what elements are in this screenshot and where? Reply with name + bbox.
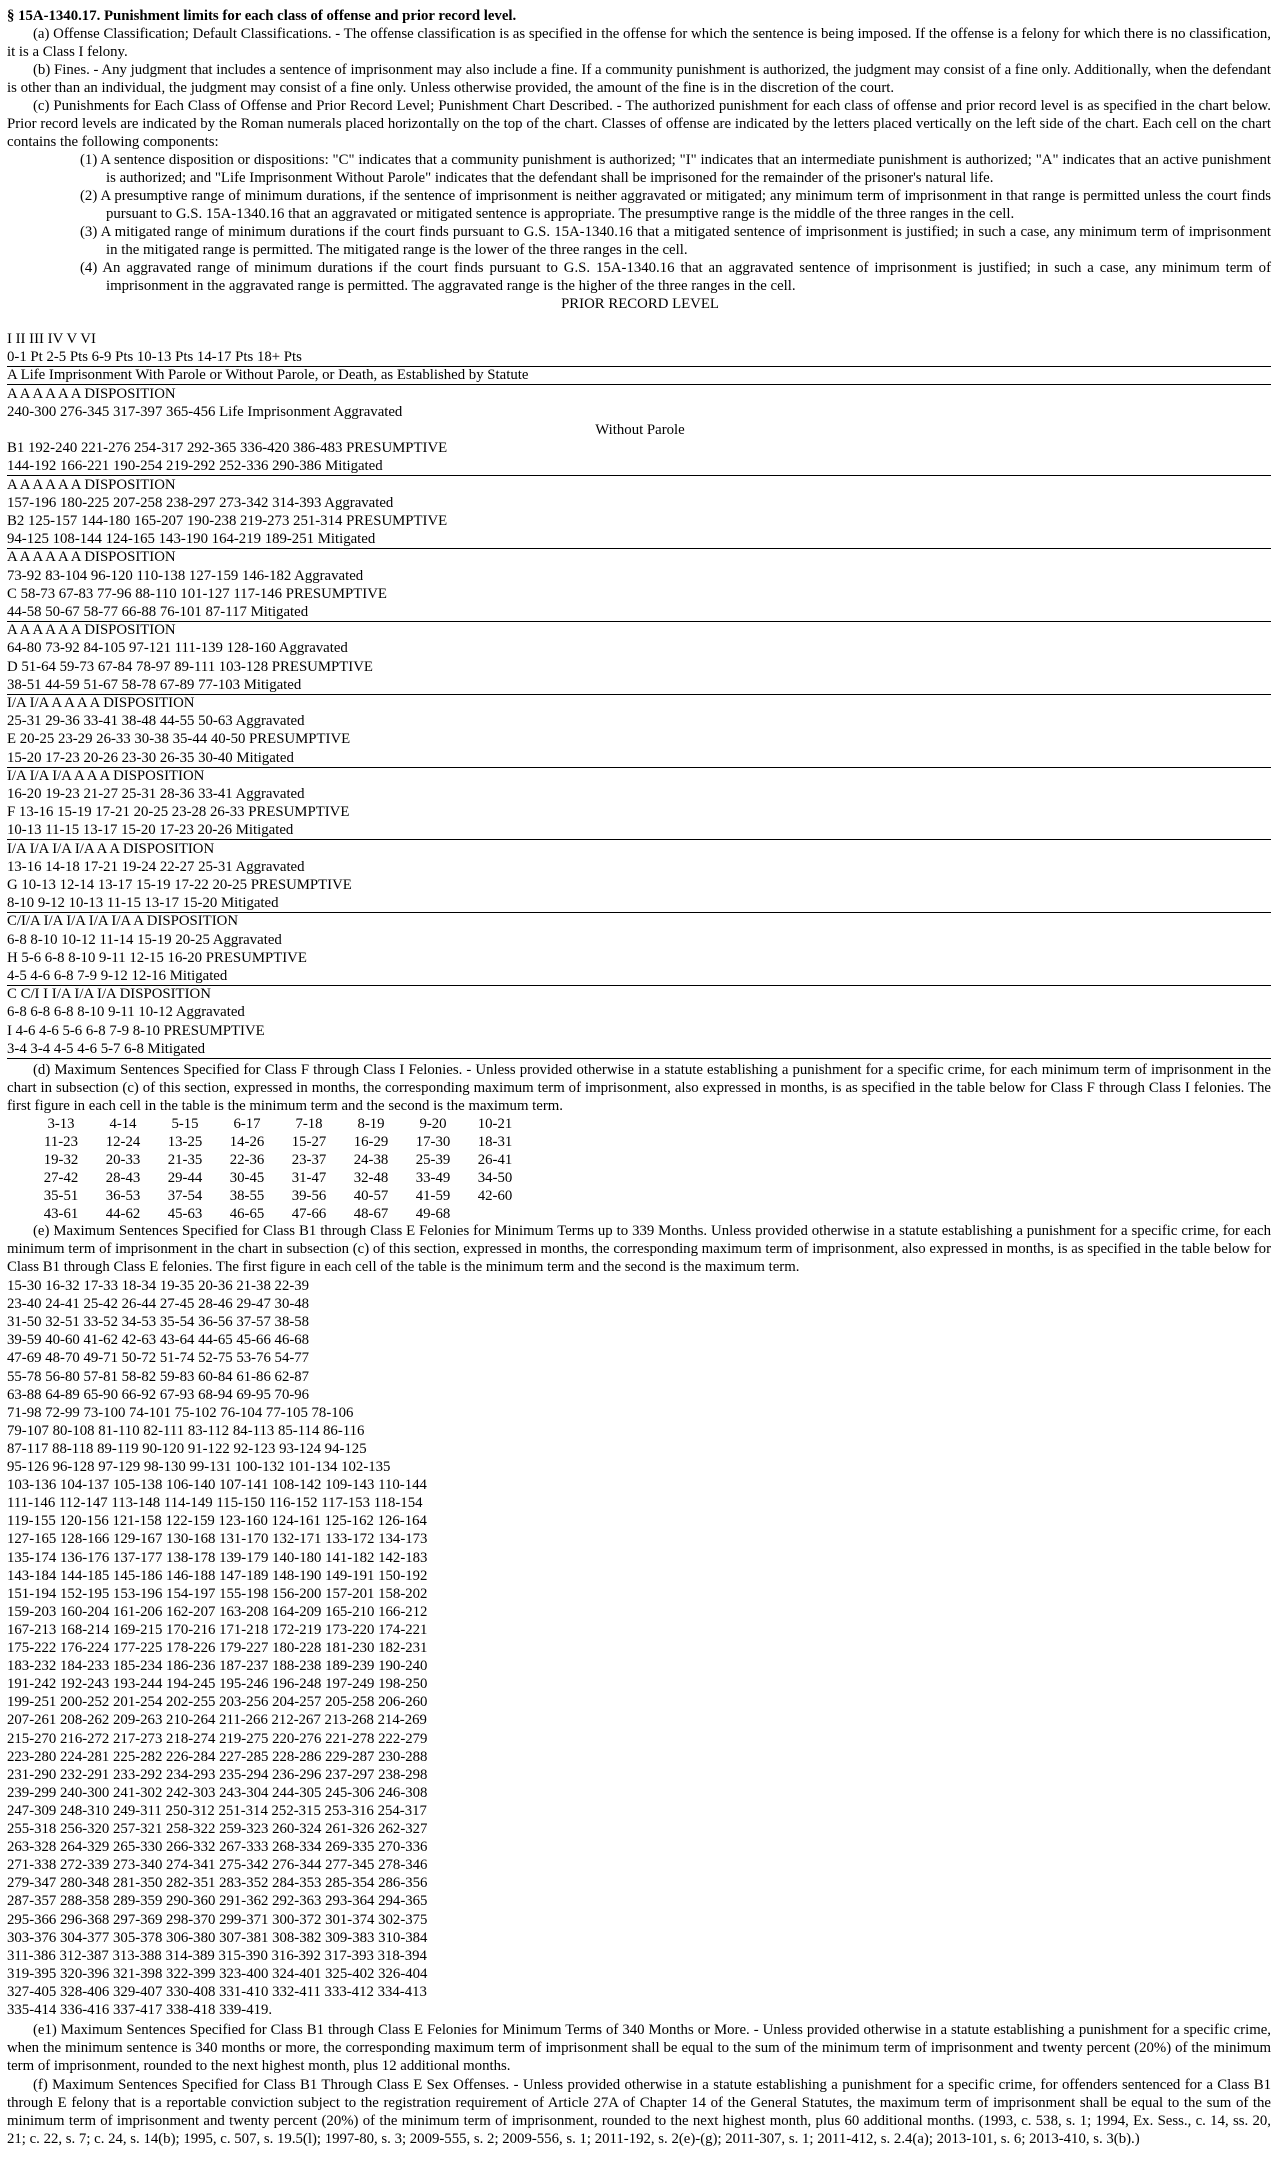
table-cell: 38-55 [229,1188,265,1204]
chart-line: F 13-16 15-19 17-21 20-25 23-28 26-33 PRESUMPTIVE [7,804,350,821]
table-row: 247-309 248-310 249-311 250-312 251-314 252-315 253-316 254-317 [7,1802,427,1819]
chart-line: 94-125 108-144 124-165 143-190 164-219 189-251 Mitigated [7,531,1271,549]
paragraph-c1: (1) A sentence disposition or dispositions: "C" indicates that a community punishment is authorized; "I" indicates that an intermediate punishment is authorized; "A" indicates that an active punishment is authorized; and "Life Imprisonment Without Parole" indicates that the defendant shall be imprisoned for the remainder of the prisoner's natural life. [80,152,1271,186]
table-cell: 43-61 [43,1206,79,1222]
chart-line: C C/I I I/A I/A I/A DISPOSITION [7,986,211,1003]
table-row: 255-318 256-320 257-321 258-322 259-323 260-324 261-326 262-327 [7,1821,428,1837]
table-row: 223-280 224-281 225-282 226-284 227-285 228-286 229-287 230-288 [7,1748,428,1765]
chart-line: A A A A A A DISPOSITION [7,622,176,639]
chart-line: I/A I/A A A A A DISPOSITION [7,695,195,711]
paragraph-c2: (2) A presumptive range of minimum durations, if the sentence of imprisonment is neither aggravated or mitigated; any minimum term of imprisonment in that range is permitted unless the court finds pursuant to G.S. 15A-1340.16 that an aggravated or mitigated sentence is appropriate. The presumptive range is the middle of the three ranges in the cell. [80,188,1271,222]
chart-line: E 20-25 23-29 26-33 30-38 35-44 40-50 PRESUMPTIVE [7,731,351,748]
table-row: 183-232 184-233 185-234 186-236 187-237 188-238 189-239 190-240 [7,1658,428,1675]
table-row: 271-338 272-339 273-340 274-341 275-342 276-344 277-345 278-346 [7,1857,428,1874]
table-cell: 34-50 [477,1170,513,1186]
paragraph-b: (b) Fines. - Any judgment that includes a sentence of imprisonment may also include a fine. If a community punishment is authorized, the judgment may consist of a fine only. Additionally, when the defendant is other than an individual, the judgment may consist of a fine only. Unless otherwise provided, the amount of the fine is in the discretion of the court. [7,62,1271,96]
chart-line: 38-51 44-59 51-67 58-78 67-89 77-103 Mitigated [7,677,1271,695]
chart-line: 0-1 Pt 2-5 Pts 6-9 Pts 10-13 Pts 14-17 Pts 18+ Pts [7,349,1271,367]
table-cell: 25-39 [415,1152,451,1168]
table-cell: 19-32 [43,1152,79,1168]
paragraph-e: (e) Maximum Sentences Specified for Class B1 through Class E Felonies for Minimum Terms up to 339 Months. Unless provided otherwise in a statute establishing a punishment for a specific crime, for each minimum term of imprisonment in the chart in subsection (c) of this section, expressed in months, the corresponding maximum term of imprisonment, also expressed in months, is as specified in the table below for Class B1 through Class E felonies. The first figure in each cell of the table is the minimum term and the second is the maximum term. [7,1223,1271,1275]
chart-line: 16-20 19-23 21-27 25-31 28-36 33-41 Aggravated [7,786,305,802]
table-cell: 33-49 [415,1170,451,1186]
table-cell: 14-26 [229,1134,265,1150]
table-row: 23-40 24-41 25-42 26-44 27-45 28-46 29-47 30-48 [7,1296,310,1313]
chart-line: D 51-64 59-73 67-84 78-97 89-111 103-128 PRESUMPTIVE [7,658,373,675]
table-cell: 6-17 [233,1116,261,1132]
chart-line: I/A I/A I/A I/A A A DISPOSITION [7,840,215,857]
table-row: 327-405 328-406 329-407 330-408 331-410 332-411 333-412 334-413 [7,1983,427,2000]
paragraph-f: (f) Maximum Sentences Specified for Class B1 Through Class E Sex Offenses. - Unless provided otherwise in a statute establishing a punishment for a specific crime, for offenders sentenced for a Class B1 through E felony that is a reportable conviction subject to the registration requirement of Article 27A of Chapter 14 of the General Statutes, the maximum term of imprisonment shall be equal to the sum of the minimum term of imprisonment and twenty percent (20%) of the minimum term of imprisonment, rounded to the next highest month, plus 60 additional months. (1993, c. 538, s. 1; 1994, Ex. Sess., c. 14, ss. 20, 21; c. 22, s. 7; c. 24, s. 14(b); 1995, c. 507, s. 19.5(l); 1997-80, s. 3; 2009-555, s. 2; 2009-556, s. 1; 2011-192, s. 2(e)-(g); 2011-307, s. 1; 2011-412, s. 2.4(a); 2013-101, s. 6; 2013-410, s. 3(b).) [7,2077,1271,2147]
table-row: 191-242 192-243 193-244 194-245 195-246 196-248 197-249 198-250 [7,1676,428,1693]
table-row: 207-261 208-262 209-263 210-264 211-266 212-267 213-268 214-269 [7,1712,427,1729]
table-cell: 26-41 [477,1152,513,1168]
table-row: 287-357 288-358 289-359 290-360 291-362 292-363 293-364 294-365 [7,1893,428,1910]
chart-line: 64-80 73-92 84-105 97-121 111-139 128-160 Aggravated [7,640,348,657]
table-row: 95-126 96-128 97-129 98-130 99-131 100-132 101-134 102-135 [7,1459,391,1475]
table-row: 231-290 232-291 233-292 234-293 235-294 236-296 237-297 238-298 [7,1766,428,1783]
table-cell: 42-60 [477,1188,513,1204]
table-row: 31-50 32-51 33-52 34-53 35-54 36-56 37-57 38-58 [7,1314,310,1331]
chart-line: C/I/A I/A I/A I/A I/A A DISPOSITION [7,913,239,930]
table-cell: 39-56 [291,1188,327,1204]
table-row: 199-251 200-252 201-254 202-255 203-256 204-257 205-258 206-260 [7,1694,428,1711]
section-title: § 15A-1340.17. Punishment limits for each class of offense and prior record level. [7,8,517,24]
table-row: 263-328 264-329 265-330 266-332 267-333 268-334 269-335 270-336 [7,1839,428,1856]
table-cell: 4-14 [109,1116,137,1132]
chart-line: 4-5 4-6 6-8 7-9 9-12 12-16 Mitigated [7,968,1271,986]
table-cell: 8-19 [357,1116,385,1132]
chart-line: I/A I/A I/A A A A DISPOSITION [7,767,205,784]
table-cell: 5-15 [171,1116,199,1132]
paragraph-c: (c) Punishments for Each Class of Offense and Prior Record Level; Punishment Chart Described. - The authorized punishment for each class of offense and prior record level is as specified in the chart below. Prior record levels are indicated by the Roman numerals placed horizontally on the top of the chart. Classes of offense are indicated by the letters placed vertically on the left side of the chart. Each cell on the chart contains the following components: [7,98,1271,150]
table-cell: 11-23 [44,1134,78,1150]
chart-line: A A A A A A DISPOSITION [7,476,176,493]
table-row: 319-395 320-396 321-398 322-399 323-400 324-401 325-402 326-404 [7,1965,428,1982]
table-row: 311-386 312-387 313-388 314-389 315-390 316-392 317-393 318-394 [7,1947,427,1964]
table-row: 239-299 240-300 241-302 242-303 243-304 244-305 245-306 246-308 [7,1784,428,1801]
table-row: 159-203 160-204 161-206 162-207 163-208 164-209 165-210 166-212 [7,1603,428,1620]
chart-line: 10-13 11-15 13-17 15-20 17-23 20-26 Mitigated [7,822,1271,840]
table-cell: 27-42 [43,1170,79,1186]
chart-line: B1 192-240 221-276 254-317 292-365 336-420 386-483 PRESUMPTIVE [7,440,448,457]
chart-line: Without Parole [595,422,685,438]
table-row: 167-213 168-214 169-215 170-216 171-218 172-219 173-220 174-221 [7,1621,428,1638]
table-cell: 36-53 [105,1188,141,1204]
table-row: 71-98 72-99 73-100 74-101 75-102 76-104 77-105 78-106 [7,1404,354,1421]
table-row: 87-117 88-118 89-119 90-120 91-122 92-123 93-124 94-125 [7,1440,367,1457]
chart-line: 15-20 17-23 20-26 23-30 26-35 30-40 Mitigated [7,750,1271,768]
table-cell: 32-48 [353,1170,389,1186]
chart-line: I II III IV V VI [7,331,96,347]
table-cell: 9-20 [419,1116,447,1132]
table-cell: 7-18 [295,1116,323,1132]
table-row: 111-146 112-147 113-148 114-149 115-150 116-152 117-153 118-154 [7,1495,423,1512]
table-cell: 10-21 [477,1116,513,1132]
paragraph-d: (d) Maximum Sentences Specified for Class F through Class I Felonies. - Unless provided otherwise in a statute establishing a punishment for a specific crime, for each minimum term of imprisonment in the chart in subsection (c) of this section, expressed in months, the corresponding maximum term of imprisonment, also expressed in months, is as specified in the table below for Class F through Class I felonies. The first figure in each cell in the table is the minimum term and the second is the maximum term. [7,1062,1271,1114]
table-row: 279-347 280-348 281-350 282-351 283-352 284-353 285-354 286-356 [7,1875,428,1892]
table-cell: 29-44 [167,1170,203,1186]
chart-line: A Life Imprisonment With Parole or Without Parole, or Death, as Established by Statute [7,367,1271,385]
chart-line: I 4-6 4-6 5-6 6-8 7-9 8-10 PRESUMPTIVE [7,1022,265,1039]
table-row: 127-165 128-166 129-167 130-168 131-170 132-171 133-172 134-173 [7,1531,428,1548]
table-cell: 45-63 [167,1206,203,1222]
chart-line: B2 125-157 144-180 165-207 190-238 219-273 251-314 PRESUMPTIVE [7,513,448,529]
table-cell: 49-68 [415,1206,451,1222]
table-row: 303-376 304-377 305-378 306-380 307-381 308-382 309-383 310-384 [7,1929,428,1946]
table-cell: 22-36 [229,1152,265,1168]
table-cell: 40-57 [353,1188,389,1204]
chart-line: 6-8 6-8 6-8 8-10 9-11 10-12 Aggravated [7,1004,245,1021]
table-row: 119-155 120-156 121-158 122-159 123-160 124-161 125-162 126-164 [7,1513,427,1530]
chart-line: A A A A A A DISPOSITION [7,385,176,402]
chart-line: H 5-6 6-8 8-10 9-11 12-15 16-20 PRESUMPTIVE [7,949,307,966]
chart-line: 13-16 14-18 17-21 19-24 22-27 25-31 Aggravated [7,858,305,875]
table-cell: 35-51 [43,1188,79,1204]
table-cell: 3-13 [47,1116,75,1132]
table-cell: 15-27 [291,1134,327,1150]
table-row: 63-88 64-89 65-90 66-92 67-93 68-94 69-95 70-96 [7,1386,310,1403]
chart-line: 144-192 166-221 190-254 219-292 252-336 290-386 Mitigated [7,458,1271,476]
chart-line: 8-10 9-12 10-13 11-15 13-17 15-20 Mitigated [7,895,1271,913]
table-row: 47-69 48-70 49-71 50-72 51-74 52-75 53-76 54-77 [7,1350,310,1367]
table-cell: 13-25 [167,1134,203,1150]
table-cell: 24-38 [353,1152,389,1168]
table-row: 215-270 216-272 217-273 218-274 219-275 220-276 221-278 222-279 [7,1730,428,1747]
table-cell: 41-59 [415,1188,451,1204]
chart-line: G 10-13 12-14 13-17 15-19 17-22 20-25 PRESUMPTIVE [7,877,352,893]
paragraph-c3: (3) A mitigated range of minimum durations if the court finds pursuant to G.S. 15A-1340.16 that a mitigated sentence of imprisonment is justified; in such a case, any minimum term of imprisonment in the mitigated range is permitted. The mitigated range is the lower of the three ranges in the cell. [80,224,1271,258]
chart-line: 6-8 8-10 10-12 11-14 15-19 20-25 Aggravated [7,931,282,948]
table-cell: 21-35 [167,1152,203,1168]
table-cell: 18-31 [477,1134,513,1150]
table-row: 175-222 176-224 177-225 178-226 179-227 180-228 181-230 182-231 [7,1640,428,1656]
table-row: 295-366 296-368 297-369 298-370 299-371 300-372 301-374 302-375 [7,1911,428,1928]
chart-line: 73-92 83-104 96-120 110-138 127-159 146-182 Aggravated [7,567,364,584]
chart-line: 240-300 276-345 317-397 365-456 Life Imprisonment Aggravated [7,403,403,420]
table-row: 103-136 104-137 105-138 106-140 107-141 108-142 109-143 110-144 [7,1477,427,1494]
chart-line: A A A A A A DISPOSITION [7,549,176,566]
table-row: 79-107 80-108 81-110 82-111 83-112 84-113 85-114 86-116 [7,1422,365,1439]
table-row: 151-194 152-195 153-196 154-197 155-198 156-200 157-201 158-202 [7,1585,428,1602]
table-cell: 12-24 [105,1134,141,1150]
chart-line: C 58-73 67-83 77-96 88-110 101-127 117-146 PRESUMPTIVE [7,585,387,602]
chart-line: 25-31 29-36 33-41 38-48 44-55 50-63 Aggravated [7,713,305,730]
table-cell: 31-47 [291,1170,327,1186]
table-cell: 23-37 [291,1152,327,1168]
table-row: 55-78 56-80 57-81 58-82 59-83 60-84 61-86 62-87 [7,1368,310,1385]
paragraph-a: (a) Offense Classification; Default Classifications. - The offense classification is as specified in the offense for which the sentence is being imposed. If the offense is a felony for which there is no classification, it is a Class I felony. [7,26,1271,60]
paragraph-e1: (e1) Maximum Sentences Specified for Class B1 through Class E Felonies for Minimum Terms of 340 Months or More. - Unless provided otherwise in a statute establishing a punishment for a specific crime, when the minimum sentence is 340 months or more, the corresponding maximum term of imprisonment shall be equal to the sum of the minimum term of imprisonment and twenty percent (20%) of the minimum term of imprisonment, rounded to the next highest month, plus 12 additional months. [7,2022,1271,2074]
table-cell: 28-43 [105,1170,141,1186]
table-cell: 44-62 [105,1206,141,1222]
table-row: 39-59 40-60 41-62 42-63 43-64 44-65 45-66 46-68 [7,1332,310,1349]
table-row: 335-414 336-416 337-417 338-418 339-419. [7,2002,273,2018]
chart-line: 157-196 180-225 207-258 238-297 273-342 314-393 Aggravated [7,494,394,511]
table-cell: 46-65 [229,1206,265,1222]
chart-heading: PRIOR RECORD LEVEL [561,296,719,312]
table-cell: 48-67 [353,1206,389,1222]
chart-line: 44-58 50-67 58-77 66-88 76-101 87-117 Mitigated [7,604,1271,622]
table-cell: 20-33 [105,1152,141,1168]
table-cell: 16-29 [353,1134,389,1150]
paragraph-c4: (4) An aggravated range of minimum durations if the court finds pursuant to G.S. 15A-1340.16 that an aggravated sentence of imprisonment is justified; in such a case, any minimum term of imprisonment in the aggravated range is permitted. The aggravated range is the higher of the three ranges in the cell. [80,260,1271,294]
table-row: 135-174 136-176 137-177 138-178 139-179 140-180 141-182 142-183 [7,1549,428,1566]
table-cell: 37-54 [167,1188,203,1204]
table-row: 15-30 16-32 17-33 18-34 19-35 20-36 21-38 22-39 [7,1278,310,1294]
chart-line: 3-4 3-4 4-5 4-6 5-7 6-8 Mitigated [7,1041,1271,1059]
table-cell: 30-45 [229,1170,265,1186]
table-cell: 17-30 [415,1134,451,1150]
table-cell: 47-66 [291,1206,327,1222]
table-row: 143-184 144-185 145-186 146-188 147-189 148-190 149-191 150-192 [7,1567,428,1584]
